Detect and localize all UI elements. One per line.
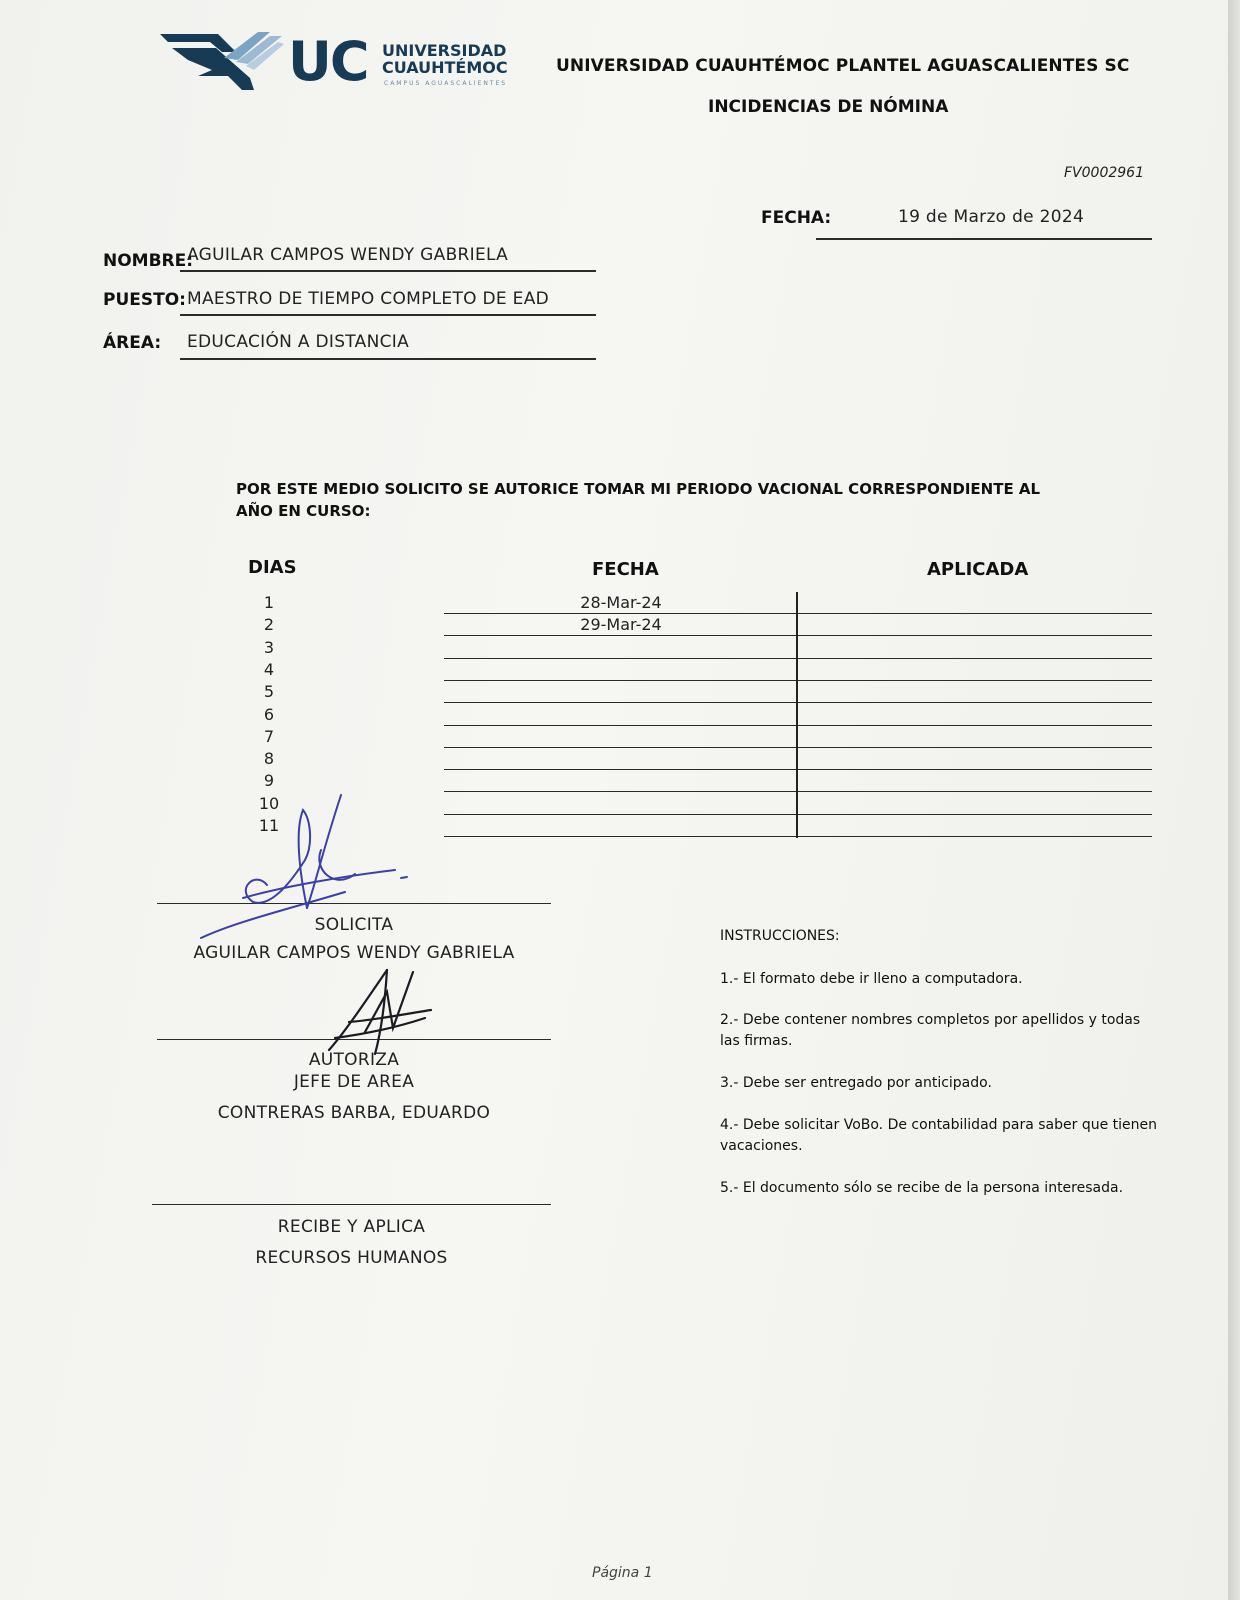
column-header-dias: DIAS xyxy=(248,557,297,578)
autoriza-name: CONTRERAS BARBA, EDUARDO xyxy=(217,1103,491,1123)
date-value: 19 de Marzo de 2024 xyxy=(898,207,1085,227)
document-title: INCIDENCIAS DE NÓMINA xyxy=(708,97,949,117)
logo-name xyxy=(382,42,508,76)
table-row-line xyxy=(444,658,1152,659)
name-underline xyxy=(180,270,596,272)
day-number: 5 xyxy=(263,682,275,702)
day-number: 1 xyxy=(263,593,275,612)
day-number: 3 xyxy=(263,637,275,657)
day-number: 8 xyxy=(263,749,275,769)
day-number: 4 xyxy=(263,659,275,679)
position-label: PUESTO: xyxy=(103,290,186,310)
day-number: 10 xyxy=(258,793,280,813)
instruction-item-1: 1.- El formato debe ir lleno a computadora. xyxy=(720,971,1023,987)
table-row-line xyxy=(444,791,1152,792)
table-row-line xyxy=(444,836,1152,837)
date-underline xyxy=(816,238,1152,240)
column-header-fecha: FECHA xyxy=(592,559,659,580)
instructions-title: INSTRUCCIONES: xyxy=(720,928,840,944)
position-underline xyxy=(180,314,596,316)
autoriza-handwritten-signature xyxy=(315,962,455,1062)
date-label: FECHA: xyxy=(761,208,832,228)
instruction-item-3: 3.- Debe ser entregado por anticipado. xyxy=(720,1075,992,1091)
eagle-logo-icon xyxy=(158,30,284,92)
recibe-signature-line xyxy=(152,1204,551,1205)
day-number: 6 xyxy=(263,704,275,724)
day-number: 2 xyxy=(263,615,275,635)
day-number: 9 xyxy=(263,771,275,791)
table-row-line xyxy=(444,769,1152,770)
logo-name-line2: CUAUHTÉMOC xyxy=(382,58,508,77)
autoriza-label: AUTORIZA xyxy=(308,1050,400,1070)
recibe-department: RECURSOS HUMANOS xyxy=(255,1248,448,1268)
day-number: 7 xyxy=(263,726,275,746)
university-logo xyxy=(158,30,518,94)
table-row-line xyxy=(444,702,1152,703)
column-header-aplicada: APLICADA xyxy=(927,559,1029,580)
logo-campus: CAMPUS AGUASCALIENTES xyxy=(384,80,508,87)
table-row-line xyxy=(444,635,1152,636)
day-number: 11 xyxy=(258,816,280,835)
page-number: Página 1 xyxy=(592,1565,653,1581)
institution-name: UNIVERSIDAD CUAUHTÉMOC PLANTEL AGUASCALIENTES SC xyxy=(556,56,1130,76)
instruction-item-5: 5.- El documento sólo se recibe de la persona interesada. xyxy=(720,1180,1124,1196)
area-underline xyxy=(180,358,596,360)
position-value: MAESTRO DE TIEMPO COMPLETO DE EAD xyxy=(187,289,550,309)
page-edge xyxy=(1228,0,1240,1600)
fecha-cell: 29-Mar-24 xyxy=(580,615,662,635)
folio-number: FV0002961 xyxy=(1064,165,1144,181)
solicita-label: SOLICITA xyxy=(314,915,394,935)
solicita-name: AGUILAR CAMPOS WENDY GABRIELA xyxy=(193,943,515,963)
table-row-line xyxy=(444,725,1152,726)
table-row-line xyxy=(444,747,1152,748)
logo-name-line1: UNIVERSIDAD xyxy=(382,41,507,60)
logo-initials: UC xyxy=(288,30,368,93)
instruction-item-2: 2.- Debe contener nombres completos por apellidos y todas las firmas. xyxy=(720,1012,1141,1049)
recibe-label: RECIBE Y APLICA xyxy=(277,1217,426,1237)
request-statement: POR ESTE MEDIO SOLICITO SE AUTORICE TOMAR MI PERIODO VACIONAL CORRESPONDIENTE AL AÑO EN CURSO: xyxy=(236,480,1041,520)
name-label: NOMBRE: xyxy=(103,251,194,271)
table-row-line xyxy=(444,680,1152,681)
area-label: ÁREA: xyxy=(103,333,162,353)
table-column-divider xyxy=(796,592,798,838)
autoriza-role: JEFE DE AREA xyxy=(293,1072,415,1092)
instruction-item-4: 4.- Debe solicitar VoBo. De contabilidad para saber que tienen vacaciones. xyxy=(720,1117,1157,1154)
fecha-cell: 28-Mar-24 xyxy=(580,593,662,612)
area-value: EDUCACIÓN A DISTANCIA xyxy=(187,332,410,352)
table-row-line xyxy=(444,814,1152,815)
table-row-line xyxy=(444,613,1152,614)
name-value: AGUILAR CAMPOS WENDY GABRIELA xyxy=(187,245,509,265)
